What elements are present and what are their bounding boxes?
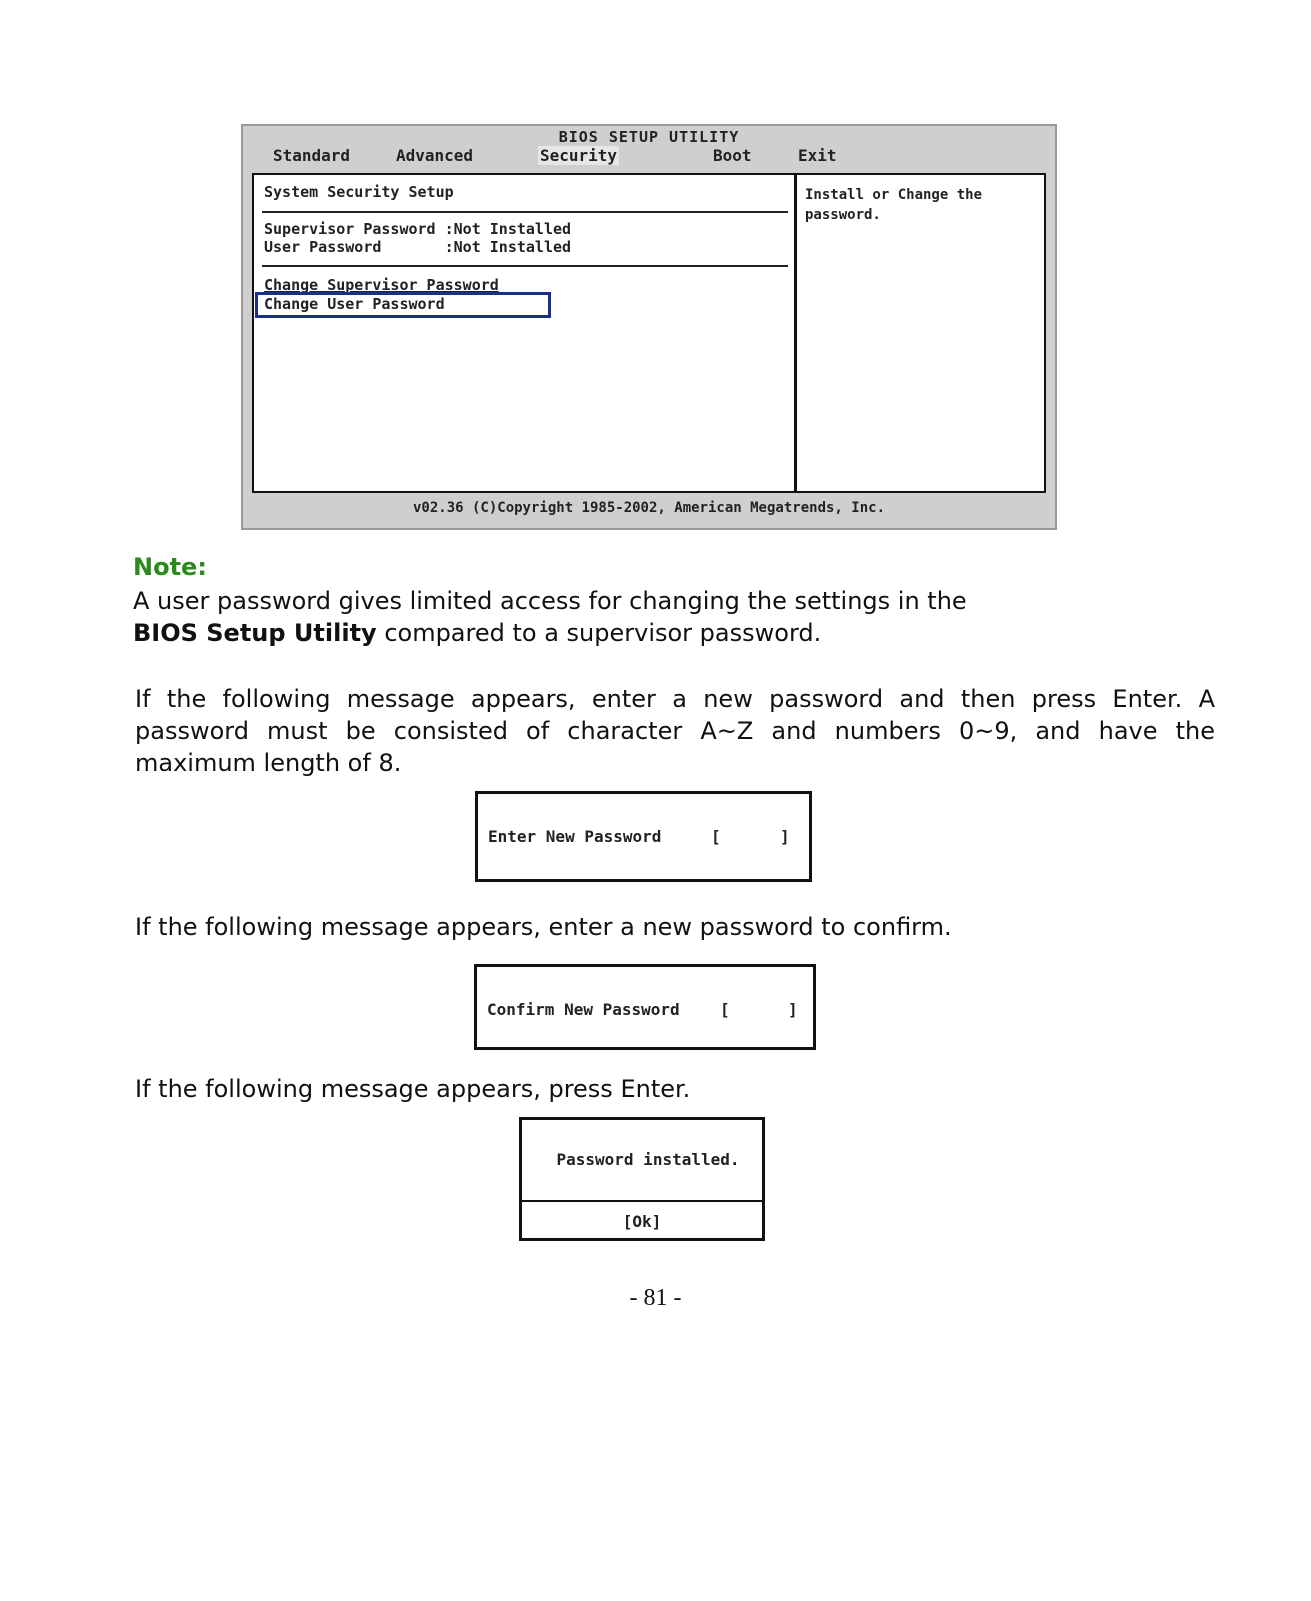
- note-line1: A user password gives limited access for changing the settings in the: [133, 587, 967, 615]
- bios-main-panel: [252, 173, 796, 493]
- note-line2-rest: compared to a supervisor password.: [376, 619, 822, 647]
- divider: [522, 1200, 762, 1202]
- menu-exit[interactable]: Exit: [798, 146, 837, 165]
- note-label: Note:: [133, 553, 207, 581]
- confirm-new-password-dialog: [474, 964, 816, 1050]
- bios-title: BIOS SETUP UTILITY: [558, 128, 740, 146]
- input-bracket-close[interactable]: ]: [788, 1000, 798, 1019]
- bios-footer: v02.36 (C)Copyright 1985-2002, American Megatrends, Inc.: [412, 500, 885, 516]
- divider: [262, 211, 788, 213]
- password-installed-message: Password installed.: [556, 1150, 740, 1169]
- page-number: - 81 -: [629, 1285, 682, 1311]
- note-line2: [133, 617, 1213, 649]
- bios-menu-bar: [243, 146, 1055, 166]
- bios-setup-utility-term: BIOS Setup Utility: [133, 619, 377, 647]
- enter-password-paragraph: If the following message appears, enter a new password and then press Enter. A password must be consisted of character A~Z and numbers 0~9, and have the maximum length of 8.: [135, 685, 1215, 777]
- bios-screenshot: [241, 124, 1057, 530]
- change-supervisor-password-item[interactable]: Change Supervisor Password: [264, 276, 499, 294]
- ok-button[interactable]: [Ok]: [622, 1212, 662, 1231]
- menu-security[interactable]: Security: [540, 146, 618, 165]
- password-installed-dialog: [519, 1117, 765, 1241]
- input-bracket-open[interactable]: [: [711, 827, 721, 846]
- press-enter-paragraph: If the following message appears, press Enter.: [135, 1075, 691, 1103]
- input-bracket-open[interactable]: [: [720, 1000, 730, 1019]
- menu-boot[interactable]: Boot: [713, 146, 752, 165]
- supervisor-password-status: Supervisor Password :Not Installed: [264, 220, 572, 238]
- input-bracket-close[interactable]: ]: [780, 827, 790, 846]
- note-text: [133, 585, 1213, 649]
- user-password-status: User Password :Not Installed: [264, 238, 572, 256]
- menu-standard[interactable]: Standard: [273, 146, 351, 165]
- enter-new-password-dialog: [475, 791, 812, 882]
- enter-new-password-label: Enter New Password: [488, 827, 662, 846]
- change-user-password-item[interactable]: Change User Password: [264, 295, 445, 313]
- selection-highlight: [255, 292, 551, 318]
- confirm-password-paragraph: If the following message appears, enter a new password to confirm.: [135, 913, 952, 941]
- bios-help-panel: Install or Change the password.: [796, 173, 1046, 493]
- menu-advanced[interactable]: Advanced: [396, 146, 474, 165]
- section-title: System Security Setup: [264, 183, 454, 201]
- confirm-new-password-label: Confirm New Password: [487, 1000, 680, 1019]
- divider: [262, 265, 788, 267]
